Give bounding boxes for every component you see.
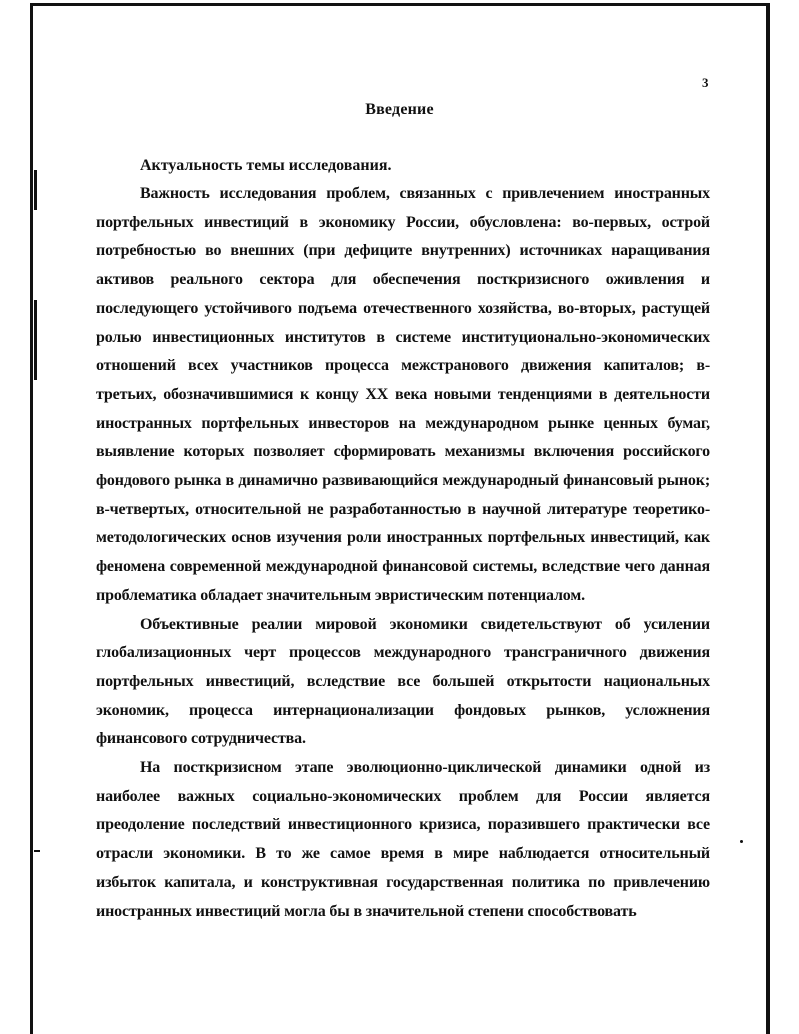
page-title: Введение xyxy=(365,101,434,118)
section-heading: Актуальность темы исследования. xyxy=(140,157,392,174)
body-text xyxy=(96,180,710,926)
scan-artifact-left-edge-middle xyxy=(34,300,37,380)
scan-artifact-dot xyxy=(740,840,743,843)
scan-artifact-left-edge-upper xyxy=(34,170,37,210)
paragraph-1: Важность исследования проблем, связанных с привлечением иностранных портфельных инвестиций в экономику России, обусловлена: во-первых, острой потребностью во внешних (при дефиците внутренних) источниках наращивания активов реального сектора для обеспечения посткризисного оживления и последующего устойчивого подъема отечественного хозяйства, во-вторых, растущей ролью инвестиционных институтов в системе институционально-экономических отношений всех участников процесса межстранового движения капиталов; в-третьих, обозначившимися к концу XX века новыми тенденциями в деятельности иностранных портфельных инвесторов на международном рынке ценных бумаг, выявление которых позволяет сформировать механизмы включения российского фондового рынка в динамично развивающийся международный финансовый рынок; в-четвертых, относительной не разработанностью в научной литературе теоретико-методологических основ изучения роли иностранных портфельных инвестиций, как феномена современной международной финансовой системы, вследствие чего данная проблематика обладает значительным эвристическим потенциалом. xyxy=(96,185,710,604)
page-number: 3 xyxy=(702,75,709,90)
paragraph-3: На посткризисном этапе эволюционно-циклической динамики одной из наиболее важных социально-экономических проблем для России является преодоление последствий инвестиционного кризиса, поразившего практически все отрасли экономики. В то же самое время в мире наблюдается относительный избыток капитала, и конструктивная государственная политика по привлечению иностранных инвестиций могла бы в значительной степени способствовать xyxy=(96,759,710,920)
paragraph-2: Объективные реалии мировой экономики свидетельствуют об усилении глобализационных черт процессов международного трансграничного движения портфельных инвестиций, вследствие все большей открытости национальных экономик, процесса интернационализации фондовых рынков, усложнения финансового сотрудничества. xyxy=(96,615,710,748)
scan-artifact-left-edge-lower xyxy=(34,850,40,852)
